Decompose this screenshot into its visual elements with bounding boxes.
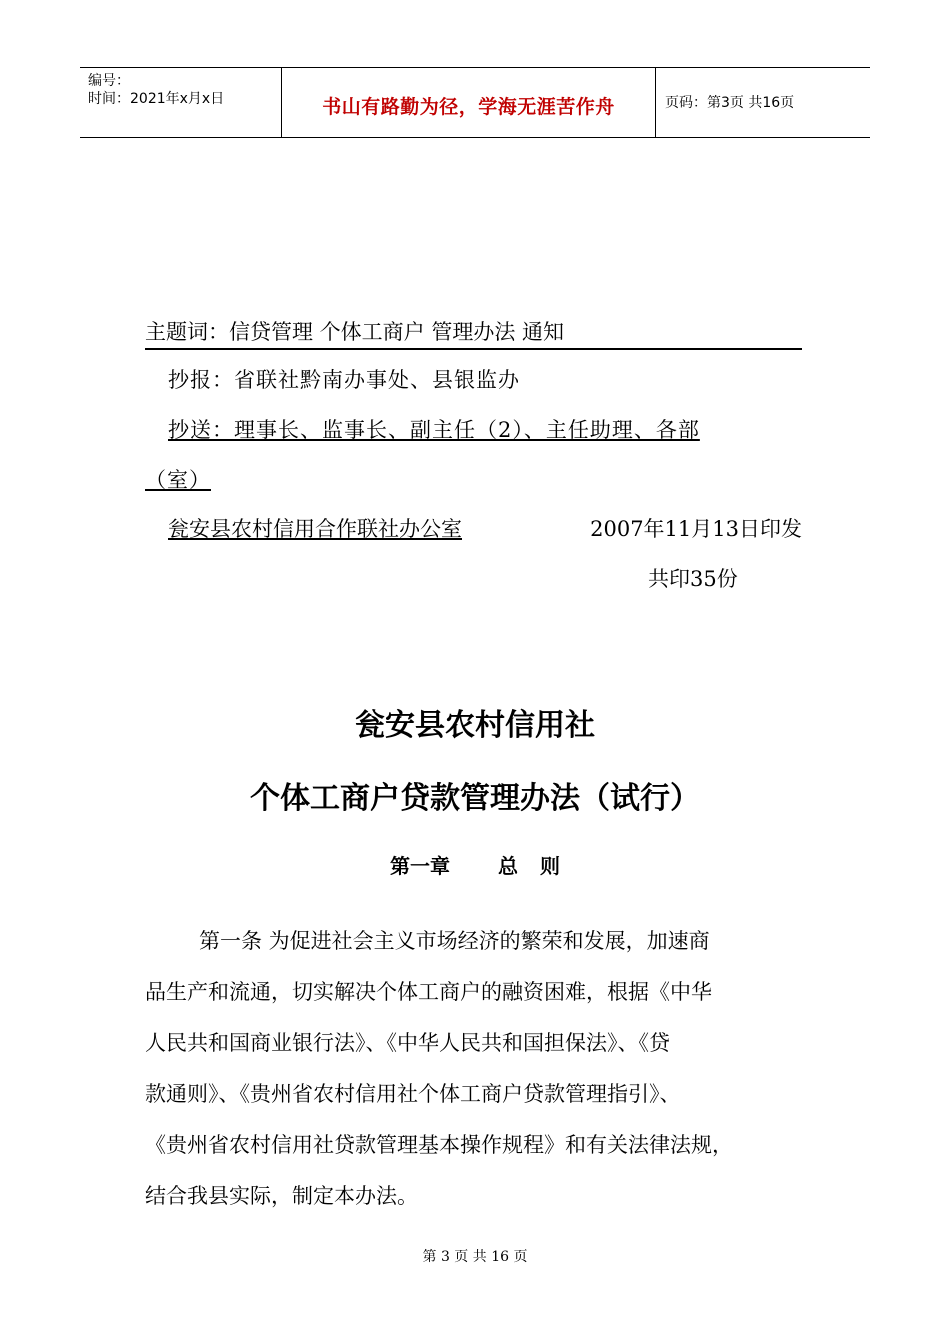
header-motto-cell (281, 68, 656, 137)
header-meta-cell (80, 68, 281, 137)
issue-date: 2007年11月13日印发 (590, 517, 802, 541)
page-footer: 第 3 页 共 16 页 (422, 1249, 528, 1265)
article-line: 结合我县实际，制定本办法。 (145, 1184, 418, 1208)
copy-to-line1: 抄送：理事长、监事长、副主任（2）、主任助理、各部 (168, 418, 700, 442)
chapter-title-b: 则 (540, 854, 560, 878)
copy-to-line2: （室） (145, 468, 211, 492)
issuer: 瓮安县农村信用合作联社办公室 (168, 517, 462, 541)
issuer-row (168, 513, 802, 543)
article-line: 人民共和国商业银行法》、《中华人民共和国担保法》、《贷 (145, 1031, 670, 1055)
header-table (80, 67, 870, 138)
motto: 书山有路勤为径，学海无涯苦作舟 (322, 96, 615, 118)
report-to: 抄报：省联社黔南办事处、县银监办 (168, 368, 520, 392)
time-label: 时间：2021年x月x日 (88, 91, 225, 107)
doc-title-line1: 瓮安县农村信用社 (355, 708, 595, 743)
copies: 共印35份 (648, 567, 738, 591)
article-line: 《贵州省农村信用社贷款管理基本操作规程》和有关法律法规， (145, 1133, 733, 1157)
chapter-heading (0, 850, 950, 879)
article-line: 品生产和流通，切实解决个体工商户的融资困难，根据《中华 (145, 980, 712, 1004)
header-page-cell (655, 68, 870, 137)
page-info: 页码：第3页 共16页 (665, 95, 795, 111)
article-1 (145, 916, 805, 1222)
doc-title-line2: 个体工商户贷款管理办法（试行） (250, 781, 700, 816)
subject-words: 主题词：信贷管理 个体工商户 管理办法 通知 (145, 316, 802, 350)
article-line: 款通则》、《贵州省农村信用社个体工商户贷款管理指引》、 (145, 1082, 681, 1106)
chapter-number: 第一章 (390, 854, 450, 878)
number-label: 编号： (88, 73, 130, 89)
article-line: 第一条 为促进社会主义市场经济的繁荣和发展，加速商 (199, 929, 710, 953)
chapter-title-a: 总 (498, 854, 518, 878)
